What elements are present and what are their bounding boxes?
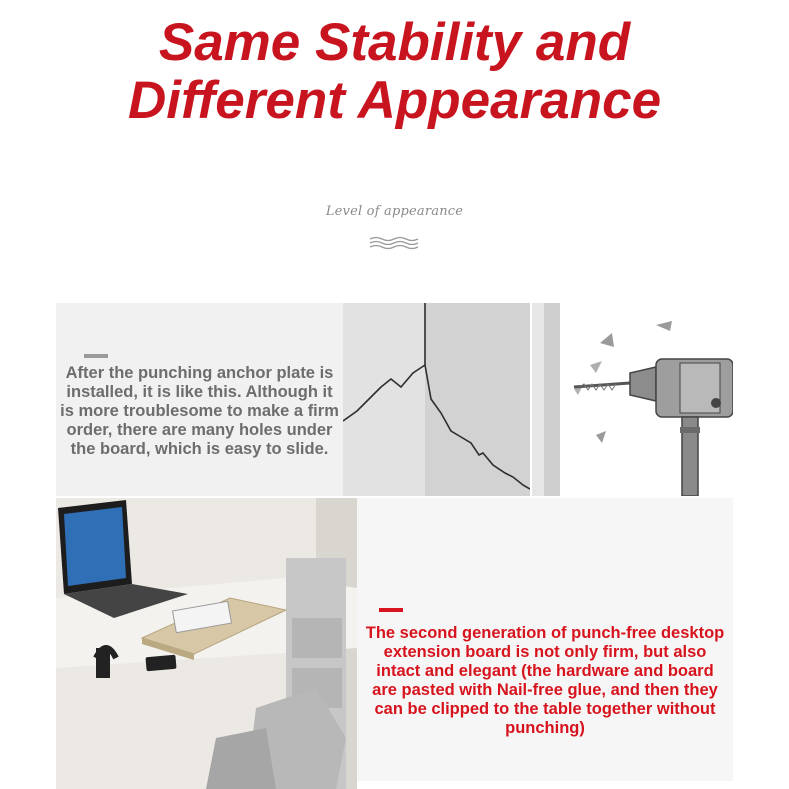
red-accent-bar	[379, 608, 403, 612]
desk-extension-photo	[56, 498, 357, 789]
punch-free-description: The second generation of punch-free desktop extension board is not only firm, but also intact and elegant (the hardware and board are pasted with Nail-free glue, and then they can be clipped to the table together without punching)	[365, 624, 725, 737]
title-line-1: Same Stability and	[158, 13, 631, 72]
drill-illustration	[530, 303, 733, 496]
grey-accent-bar	[84, 354, 108, 358]
page-title	[0, 14, 789, 130]
drill-chuck	[630, 367, 656, 401]
subtitle: Level of appearance	[325, 204, 464, 219]
anchor-plate-description: After the punching anchor plate is installed, it is like this. Although it is more troublesome to make a firm order, there are many holes under the board, which is easy to slide.	[60, 364, 339, 458]
clamp	[96, 648, 110, 678]
title-line-2: Different Appearance	[127, 71, 662, 130]
wave-decoration-icon	[368, 236, 420, 250]
cracked-wall-illustration	[343, 303, 530, 496]
phone	[145, 655, 176, 672]
